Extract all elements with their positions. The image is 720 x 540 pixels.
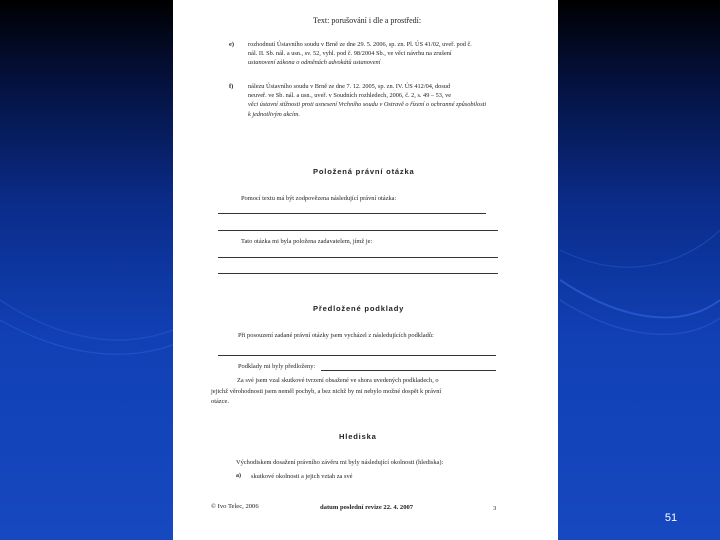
section-title-legal-question: Položená právní otázka <box>313 167 415 176</box>
item-e-line: ustanovení zákona o odměnách advokátů ustanovení <box>248 59 381 67</box>
answer-line <box>218 257 498 258</box>
answer-line <box>218 273 498 274</box>
item-f-line: věci ústavní stížnosti proti usnesení Vrchního soudu v Ostravě o řízení o ochranné způsobilosti <box>248 101 487 109</box>
answer-line <box>321 370 496 371</box>
views-prompt: Východiskem dosažení právního závěru mi byly následující okolnosti (hlediska): <box>236 459 444 466</box>
item-f-line: k jednotlivým akcím. <box>248 110 300 118</box>
answer-line <box>218 213 486 214</box>
item-f-text <box>248 82 548 119</box>
sources-paragraph <box>211 376 503 408</box>
sources-paragraph-line: otázce. <box>211 398 229 405</box>
item-f-letter: f) <box>229 83 234 90</box>
document-heading: Text: porušování i dle a prostředí: <box>313 16 422 25</box>
views-item-text: skutkové okolnosti a jejich vztah za své <box>251 473 353 480</box>
answer-line <box>218 355 496 356</box>
document-page <box>173 0 558 540</box>
legal-question-prompt: Pomocí textu má být zodpovězena následující právní otázka: <box>241 195 397 202</box>
views-item-letter: a) <box>236 473 241 479</box>
footer-copyright: © Ivo Telec, 2006 <box>211 503 259 510</box>
sources-provided-label: Podklady mi byly předloženy: <box>238 363 316 370</box>
footer-revision: datum poslední revize 22. 4. 2007 <box>320 504 414 511</box>
item-e-letter: e) <box>229 41 235 48</box>
footer-page-number: 3 <box>493 505 497 512</box>
item-e-text <box>248 40 548 68</box>
section-title-sources: Předložené podklady <box>313 304 405 313</box>
item-e-line: rozhodnutí Ústavního soudu v Brně ze dne 29. 5. 2006, sp. zn. Pl. ÚS 41/02, uveř. pod č. <box>248 41 472 48</box>
slide-number: 51 <box>664 512 678 524</box>
item-f-line: nálezu Ústavního soudu v Brně ze dne 7. 12. 2005, sp. zn. IV. ÚS 412/04, dosud <box>248 83 451 90</box>
answer-line <box>218 230 498 231</box>
sources-prompt: Při posouzení zadané právní otázky jsem vycházel z následujících podkladů: <box>238 332 434 339</box>
sources-paragraph-line: Za své jsem vzal skutkové tvrzení obsažené ve shora uvedených podkladech, o <box>237 377 439 384</box>
section-title-views: Hlediska <box>339 432 377 441</box>
sources-paragraph-line: jejichž věrohodnosti jsem neměl pochyb, a bez nichž by mi nebylo možné dospět k právní <box>211 387 442 395</box>
legal-question-asker-prompt: Tato otázka mi byla položena zadavatelem, jímž je: <box>241 238 373 245</box>
item-e-line: nál. II. Sb. nál. a usn., sv. 52, vyhl. pod č. 98/2004 Sb., ve věci návrhu na zrušení <box>248 50 452 58</box>
item-f-line: neuveř. ve Sb. nál. a usn., uveř. v Soudních rozhledech, 2006, č. 2, s. 49 – 53, ve <box>248 92 452 100</box>
